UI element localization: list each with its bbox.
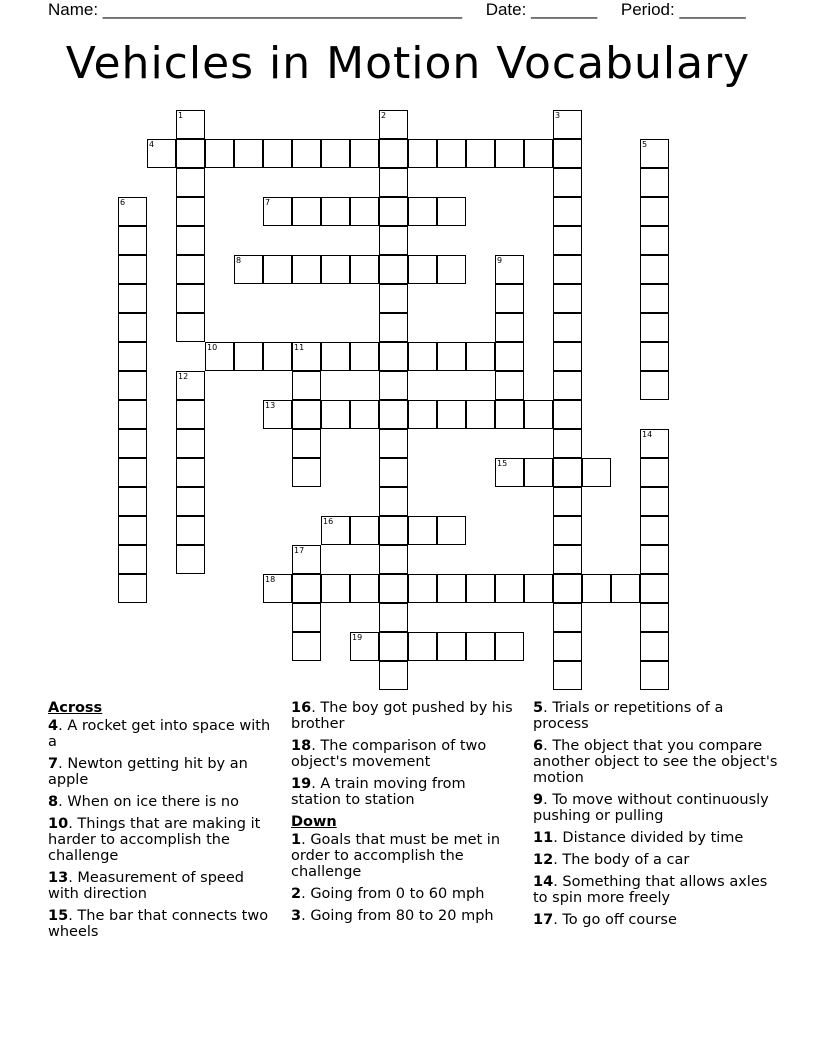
- grid-cell[interactable]: [379, 603, 408, 632]
- clue-number: 4: [149, 140, 155, 149]
- grid-cell[interactable]: [321, 400, 350, 429]
- grid-cell[interactable]: [176, 110, 205, 139]
- clue-number: 16: [323, 517, 334, 526]
- grid-cell[interactable]: [553, 197, 582, 226]
- grid-cell[interactable]: [495, 458, 524, 487]
- grid-cell[interactable]: [379, 371, 408, 400]
- grid-cell[interactable]: [350, 342, 379, 371]
- grid-cell[interactable]: [466, 342, 495, 371]
- grid-cell[interactable]: [379, 516, 408, 545]
- grid-cell[interactable]: [640, 458, 669, 487]
- grid-cell[interactable]: [350, 400, 379, 429]
- grid-cell[interactable]: [408, 574, 437, 603]
- clue-down-6: 6. The object that you compare another object to see the object's motion: [533, 738, 778, 786]
- clue-across-18: 18. The comparison of two object's movement: [291, 738, 487, 770]
- grid-cell[interactable]: [292, 574, 321, 603]
- grid-cell[interactable]: [350, 197, 379, 226]
- grid-cell[interactable]: [437, 197, 466, 226]
- grid-cell[interactable]: [437, 400, 466, 429]
- grid-cell[interactable]: [553, 574, 582, 603]
- clue-number: 6: [120, 198, 126, 207]
- grid-cell[interactable]: [321, 574, 350, 603]
- grid-cell[interactable]: [176, 371, 205, 400]
- clue-across-19: 19. A train moving from station to station: [291, 776, 466, 808]
- date-field[interactable]: _______: [531, 0, 598, 19]
- grid-cell[interactable]: [205, 342, 234, 371]
- grid-cell[interactable]: [292, 632, 321, 661]
- grid-cell[interactable]: [292, 603, 321, 632]
- grid-cell[interactable]: [350, 574, 379, 603]
- clue-number: 11: [294, 343, 305, 352]
- grid-cell[interactable]: [640, 342, 669, 371]
- down-heading: Down: [291, 814, 337, 830]
- grid-cell[interactable]: [379, 632, 408, 661]
- grid-cell[interactable]: [379, 139, 408, 168]
- grid-cell[interactable]: [553, 661, 582, 690]
- clue-down-3: 3. Going from 80 to 20 mph: [291, 908, 494, 924]
- grid-cell[interactable]: [292, 545, 321, 574]
- grid-cell[interactable]: [176, 226, 205, 255]
- grid-cell[interactable]: [118, 458, 147, 487]
- clue-number: 12: [178, 372, 189, 381]
- clue-across-13: 13. Measurement of speed with direction: [48, 870, 244, 902]
- period-field[interactable]: _______: [679, 0, 746, 19]
- grid-cell[interactable]: [524, 458, 553, 487]
- grid-cell[interactable]: [553, 371, 582, 400]
- grid-cell[interactable]: [640, 313, 669, 342]
- grid-cell[interactable]: [263, 342, 292, 371]
- grid-cell[interactable]: [118, 400, 147, 429]
- clue-number: 2: [381, 111, 387, 120]
- name-label: Name:: [48, 0, 103, 19]
- clue-down-12: 12. The body of a car: [533, 852, 690, 868]
- clue-down-14: 14. Something that allows axles to spin more freely: [533, 874, 768, 906]
- grid-cell[interactable]: [379, 168, 408, 197]
- grid-cell[interactable]: [408, 516, 437, 545]
- grid-cell[interactable]: [640, 487, 669, 516]
- grid-cell[interactable]: [176, 545, 205, 574]
- grid-cell[interactable]: [640, 603, 669, 632]
- clue-down-2: 2. Going from 0 to 60 mph: [291, 886, 485, 902]
- grid-cell[interactable]: [466, 574, 495, 603]
- grid-cell[interactable]: [176, 400, 205, 429]
- grid-cell[interactable]: [640, 255, 669, 284]
- grid-cell[interactable]: [292, 458, 321, 487]
- grid-cell[interactable]: [205, 139, 234, 168]
- grid-cell[interactable]: [524, 400, 553, 429]
- grid-cell[interactable]: [118, 429, 147, 458]
- clue-number: 5: [642, 140, 648, 149]
- grid-cell[interactable]: [466, 632, 495, 661]
- clue-number: 15: [497, 459, 508, 468]
- grid-cell[interactable]: [118, 342, 147, 371]
- clue-number: 14: [642, 430, 653, 439]
- grid-cell[interactable]: [176, 197, 205, 226]
- grid-cell[interactable]: [379, 545, 408, 574]
- grid-cell[interactable]: [495, 632, 524, 661]
- clue-number: 17: [294, 546, 305, 555]
- grid-cell[interactable]: [379, 574, 408, 603]
- grid-cell[interactable]: [611, 574, 640, 603]
- date-label: Date:: [485, 0, 532, 19]
- grid-cell[interactable]: [321, 255, 350, 284]
- grid-cell[interactable]: [147, 139, 176, 168]
- grid-cell[interactable]: [379, 110, 408, 139]
- grid-cell[interactable]: [640, 168, 669, 197]
- grid-cell[interactable]: [292, 400, 321, 429]
- grid-cell[interactable]: [524, 139, 553, 168]
- clues-column-2: [291, 700, 516, 930]
- grid-cell[interactable]: [263, 574, 292, 603]
- grid-cell[interactable]: [176, 458, 205, 487]
- clue-down-17: 17. To go off course: [533, 912, 677, 928]
- page-title: Vehicles in Motion Vocabulary: [65, 38, 751, 89]
- grid-cell[interactable]: [379, 429, 408, 458]
- grid-cell[interactable]: [321, 516, 350, 545]
- clue-down-11: 11. Distance divided by time: [533, 830, 744, 846]
- grid-cell[interactable]: [292, 429, 321, 458]
- name-field[interactable]: ______________________________________: [102, 0, 463, 19]
- grid-cell[interactable]: [176, 255, 205, 284]
- grid-cell[interactable]: [437, 516, 466, 545]
- clues-column-3: [533, 700, 778, 934]
- grid-cell[interactable]: [118, 487, 147, 516]
- grid-cell[interactable]: [263, 197, 292, 226]
- grid-cell[interactable]: [176, 429, 205, 458]
- grid-cell[interactable]: [582, 574, 611, 603]
- clue-down-9: 9. To move without continuously pushing or pulling: [533, 792, 769, 824]
- grid-cell[interactable]: [495, 371, 524, 400]
- grid-cell[interactable]: [553, 255, 582, 284]
- grid-cell[interactable]: [118, 284, 147, 313]
- grid-cell[interactable]: [379, 284, 408, 313]
- clue-number: 3: [555, 111, 561, 120]
- grid-cell[interactable]: [379, 313, 408, 342]
- grid-cell[interactable]: [408, 197, 437, 226]
- grid-cell[interactable]: [495, 400, 524, 429]
- grid-cell[interactable]: [437, 139, 466, 168]
- clue-number: 18: [265, 575, 276, 584]
- grid-cell[interactable]: [234, 342, 263, 371]
- period-label: Period:: [620, 0, 680, 19]
- grid-cell[interactable]: [263, 400, 292, 429]
- grid-cell[interactable]: [118, 197, 147, 226]
- grid-cell[interactable]: [553, 545, 582, 574]
- grid-cell[interactable]: [292, 197, 321, 226]
- grid-cell[interactable]: [524, 574, 553, 603]
- grid-cell[interactable]: [379, 458, 408, 487]
- clue-number: 8: [236, 256, 242, 265]
- grid-cell[interactable]: [350, 255, 379, 284]
- grid-cell[interactable]: [176, 168, 205, 197]
- grid-cell[interactable]: [640, 371, 669, 400]
- grid-cell[interactable]: [495, 313, 524, 342]
- grid-cell[interactable]: [582, 458, 611, 487]
- grid-cell[interactable]: [553, 458, 582, 487]
- grid-cell[interactable]: [176, 487, 205, 516]
- grid-cell[interactable]: [176, 139, 205, 168]
- grid-cell[interactable]: [408, 139, 437, 168]
- grid-cell[interactable]: [263, 255, 292, 284]
- grid-cell[interactable]: [176, 516, 205, 545]
- grid-cell[interactable]: [408, 632, 437, 661]
- grid-cell[interactable]: [437, 574, 466, 603]
- grid-cell[interactable]: [408, 342, 437, 371]
- grid-cell[interactable]: [379, 226, 408, 255]
- grid-cell[interactable]: [553, 110, 582, 139]
- grid-cell[interactable]: [263, 139, 292, 168]
- grid-cell[interactable]: [118, 574, 147, 603]
- grid-cell[interactable]: [553, 487, 582, 516]
- grid-cell[interactable]: [350, 632, 379, 661]
- grid-cell[interactable]: [176, 284, 205, 313]
- grid-cell[interactable]: [553, 632, 582, 661]
- across-heading: Across: [48, 700, 103, 716]
- clue-across-7: 7. Newton getting hit by an apple: [48, 756, 248, 788]
- grid-cell[interactable]: [640, 284, 669, 313]
- grid-cell[interactable]: [640, 632, 669, 661]
- grid-cell[interactable]: [292, 255, 321, 284]
- grid-cell[interactable]: [118, 226, 147, 255]
- clue-across-4: 4. A rocket get into space with a: [48, 718, 271, 750]
- grid-cell[interactable]: [437, 632, 466, 661]
- clue-down-5: 5. Trials or repetitions of a process: [533, 700, 724, 732]
- grid-cell[interactable]: [118, 516, 147, 545]
- clue-number: 19: [352, 633, 363, 642]
- grid-cell[interactable]: [118, 255, 147, 284]
- grid-cell[interactable]: [408, 400, 437, 429]
- grid-cell[interactable]: [292, 371, 321, 400]
- grid-cell[interactable]: [118, 545, 147, 574]
- clue-number: 10: [207, 343, 218, 352]
- grid-cell[interactable]: [466, 400, 495, 429]
- grid-cell[interactable]: [640, 661, 669, 690]
- grid-cell[interactable]: [640, 139, 669, 168]
- grid-cell[interactable]: [321, 139, 350, 168]
- grid-cell[interactable]: [640, 197, 669, 226]
- grid-cell[interactable]: [321, 342, 350, 371]
- grid-cell[interactable]: [292, 342, 321, 371]
- grid-cell[interactable]: [640, 574, 669, 603]
- clues-column-1: [48, 700, 276, 946]
- grid-cell[interactable]: [553, 516, 582, 545]
- grid-cell[interactable]: [379, 400, 408, 429]
- grid-cell[interactable]: [234, 255, 263, 284]
- grid-cell[interactable]: [553, 168, 582, 197]
- clue-number: 7: [265, 198, 271, 207]
- grid-cell[interactable]: [553, 139, 582, 168]
- clue-across-15: 15. The bar that connects two wheels: [48, 908, 269, 940]
- grid-cell[interactable]: [495, 139, 524, 168]
- clue-across-10: 10. Things that are making it harder to accomplish the challenge: [48, 816, 261, 864]
- clue-across-16: 16. The boy got pushed by his brother: [291, 700, 513, 732]
- grid-cell[interactable]: [234, 139, 263, 168]
- grid-cell[interactable]: [379, 487, 408, 516]
- grid-cell[interactable]: [437, 255, 466, 284]
- grid-cell[interactable]: [379, 661, 408, 690]
- grid-cell[interactable]: [379, 197, 408, 226]
- grid-cell[interactable]: [553, 400, 582, 429]
- grid-cell[interactable]: [321, 197, 350, 226]
- grid-cell[interactable]: [350, 139, 379, 168]
- grid-cell[interactable]: [553, 284, 582, 313]
- grid-cell[interactable]: [437, 342, 466, 371]
- grid-cell[interactable]: [495, 342, 524, 371]
- grid-cell[interactable]: [495, 574, 524, 603]
- clue-number: 1: [178, 111, 184, 120]
- grid-cell[interactable]: [350, 516, 379, 545]
- grid-cell[interactable]: [553, 342, 582, 371]
- grid-cell[interactable]: [466, 139, 495, 168]
- grid-cell[interactable]: [553, 603, 582, 632]
- clue-down-1: 1. Goals that must be met in order to accomplish the challenge: [291, 832, 501, 880]
- grid-cell[interactable]: [176, 313, 205, 342]
- grid-cell[interactable]: [118, 313, 147, 342]
- grid-cell[interactable]: [379, 255, 408, 284]
- clue-across-8: 8. When on ice there is no: [48, 794, 239, 810]
- grid-cell[interactable]: [118, 371, 147, 400]
- grid-cell[interactable]: [495, 284, 524, 313]
- grid-cell[interactable]: [553, 226, 582, 255]
- grid-cell[interactable]: [379, 342, 408, 371]
- grid-cell[interactable]: [495, 255, 524, 284]
- grid-cell[interactable]: [640, 226, 669, 255]
- grid-cell[interactable]: [553, 429, 582, 458]
- clue-number: 13: [265, 401, 276, 410]
- grid-cell[interactable]: [292, 139, 321, 168]
- grid-cell[interactable]: [640, 545, 669, 574]
- grid-cell[interactable]: [640, 429, 669, 458]
- clue-number: 9: [497, 256, 503, 265]
- grid-cell[interactable]: [553, 313, 582, 342]
- grid-cell[interactable]: [408, 255, 437, 284]
- grid-cell[interactable]: [640, 516, 669, 545]
